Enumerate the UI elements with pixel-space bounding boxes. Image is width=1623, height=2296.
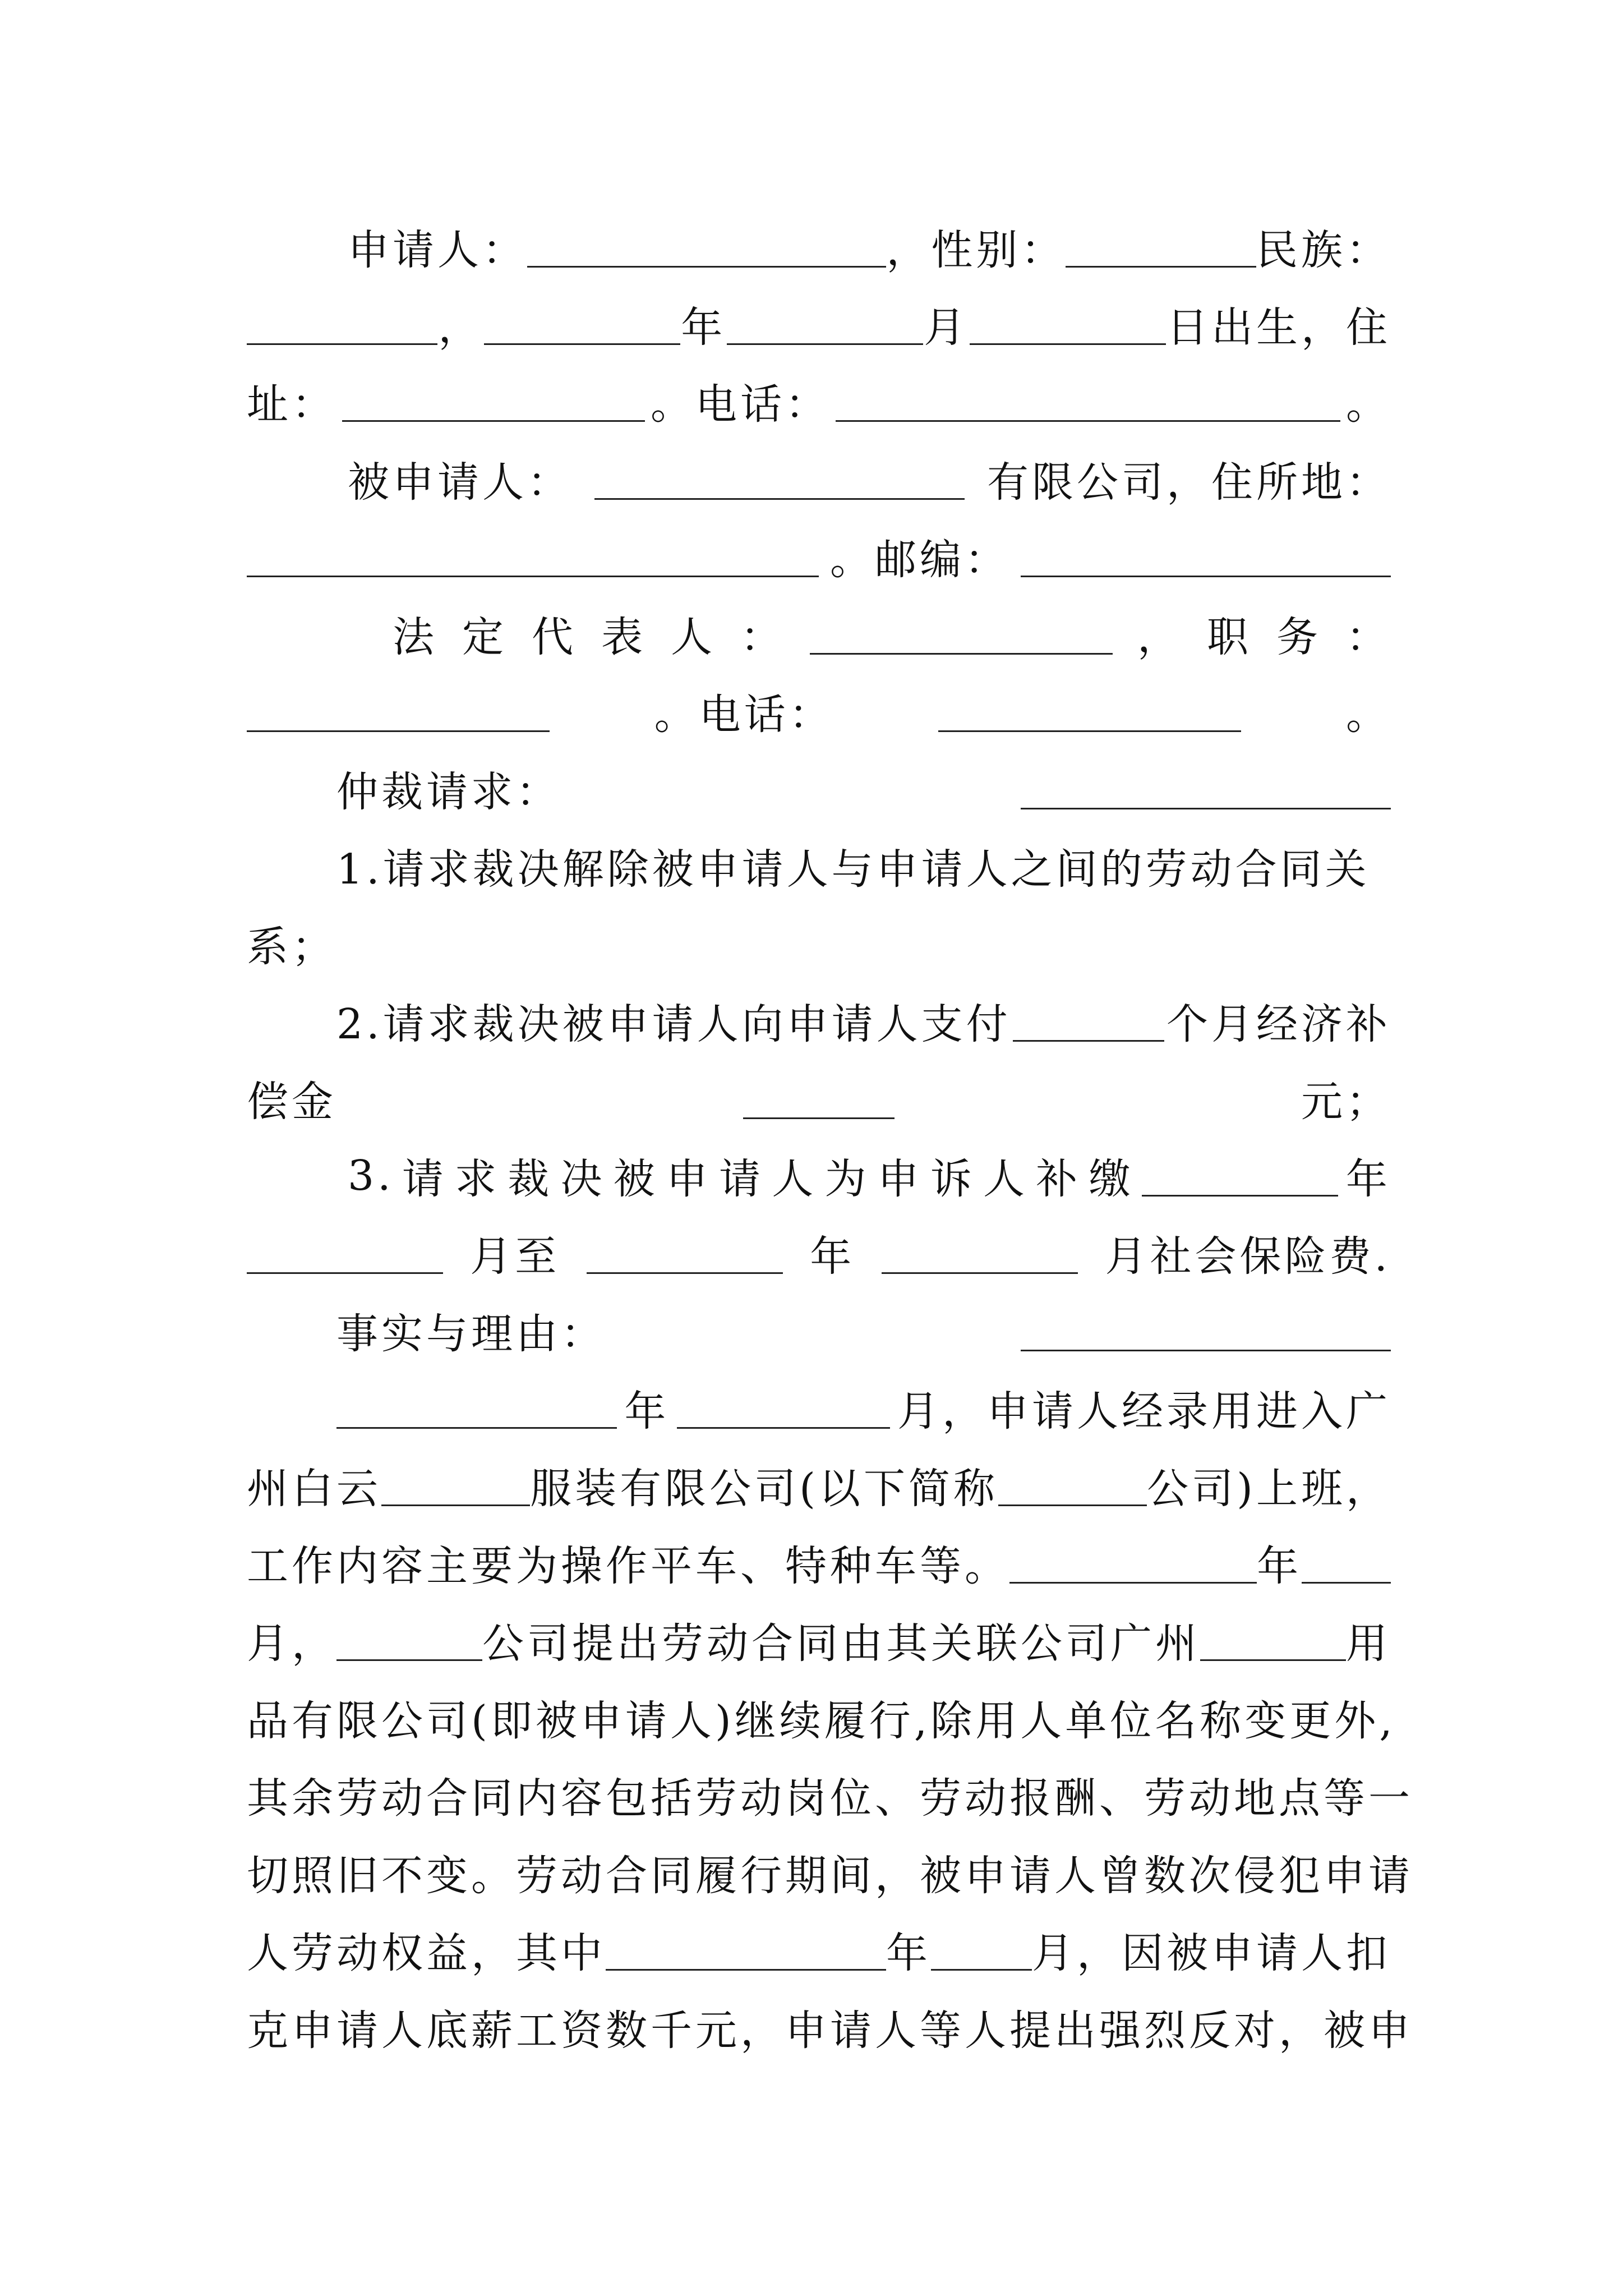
text-segment: 法 xyxy=(393,613,437,661)
text-line xyxy=(393,595,1391,673)
blank-underline[interactable] xyxy=(587,1233,783,1274)
text-segment: 州白云 xyxy=(247,1465,381,1513)
text-line xyxy=(247,1059,1391,1138)
text-segment: 人 xyxy=(983,1155,1029,1203)
text-segment: 求 xyxy=(455,1155,500,1203)
blank-underline[interactable] xyxy=(931,1930,1032,1971)
blank-underline[interactable] xyxy=(810,614,1113,655)
text-segment: 切照旧不变。劳动合同履行期间，被申请人曾数次侵犯申请 xyxy=(247,1852,1413,1900)
blank-underline[interactable] xyxy=(882,1233,1078,1274)
text-line xyxy=(336,1291,1391,1370)
blank-underline[interactable] xyxy=(1021,769,1391,809)
text-segment: 年 xyxy=(1257,1542,1302,1590)
text-line xyxy=(247,1601,1391,1680)
text-segment: 有限公司，住所地： xyxy=(987,458,1391,507)
text-segment: 用 xyxy=(1346,1619,1391,1668)
text-segment: 元； xyxy=(1301,1078,1391,1126)
text-segment: 表 xyxy=(601,613,646,661)
blank-underline[interactable] xyxy=(1066,227,1256,268)
blank-underline[interactable] xyxy=(247,691,550,732)
text-line xyxy=(247,1524,1391,1602)
text-segment: ， xyxy=(438,303,483,352)
text-segment: 月 xyxy=(924,303,969,352)
blank-underline[interactable] xyxy=(970,304,1166,345)
text-segment: 。 xyxy=(1345,691,1391,739)
text-segment: 年 xyxy=(681,303,726,352)
text-segment: 日出生，住 xyxy=(1166,303,1391,352)
blank-underline[interactable] xyxy=(727,304,923,345)
blank-underline[interactable] xyxy=(484,304,680,345)
blank-underline[interactable] xyxy=(381,1465,530,1506)
text-segment: 年 xyxy=(624,1387,670,1435)
text-segment: 补 xyxy=(1036,1155,1081,1203)
text-segment: 事实与理由： xyxy=(336,1310,606,1358)
text-segment: 人 xyxy=(671,613,716,661)
text-segment: 被 xyxy=(613,1155,658,1203)
text-line xyxy=(247,285,1391,364)
blank-underline[interactable] xyxy=(342,381,645,422)
text-line xyxy=(247,1833,1413,1912)
text-segment: 偿金 xyxy=(247,1078,336,1126)
text-segment: 务 xyxy=(1276,613,1321,661)
text-segment: 申请人： xyxy=(348,226,527,274)
text-segment: 裁 xyxy=(508,1155,553,1203)
text-segment: 。电话： xyxy=(654,691,834,739)
text-segment: 为 xyxy=(824,1155,870,1203)
text-line xyxy=(336,827,1391,905)
text-segment: 定 xyxy=(462,613,507,661)
blank-underline[interactable] xyxy=(743,1078,895,1119)
blank-underline[interactable] xyxy=(247,1233,443,1274)
text-segment: 人 xyxy=(772,1155,817,1203)
text-line xyxy=(336,1369,1391,1447)
blank-underline[interactable] xyxy=(336,1388,617,1429)
blank-underline[interactable] xyxy=(998,1465,1147,1506)
text-segment: 。 xyxy=(1346,380,1391,429)
blank-underline[interactable] xyxy=(1021,536,1391,577)
text-line xyxy=(247,904,1391,983)
text-segment: 年 xyxy=(1345,1155,1391,1203)
text-line xyxy=(348,1137,1391,1215)
blank-underline[interactable] xyxy=(1142,1156,1338,1197)
text-line xyxy=(247,1214,1391,1292)
blank-underline[interactable] xyxy=(836,381,1340,422)
text-segment: 月至 xyxy=(470,1232,560,1281)
text-segment: 年 xyxy=(810,1232,855,1281)
text-line xyxy=(247,1988,1413,2067)
text-segment: 。电话： xyxy=(651,380,830,429)
blank-underline[interactable] xyxy=(247,304,437,345)
text-segment: 请 xyxy=(402,1155,447,1203)
text-segment: 决 xyxy=(560,1155,606,1203)
text-line xyxy=(336,982,1391,1060)
blank-underline[interactable] xyxy=(594,459,965,500)
text-segment: 址： xyxy=(247,380,336,429)
text-line xyxy=(348,208,1391,286)
text-segment: 工作内容主要为操作平车、特种车等。 xyxy=(247,1542,1009,1590)
text-segment: 服装有限公司(以下简称 xyxy=(530,1465,998,1513)
blank-underline[interactable] xyxy=(938,691,1241,732)
text-line xyxy=(247,1678,1396,1757)
text-segment: 公司)上班， xyxy=(1147,1465,1391,1513)
blank-underline[interactable] xyxy=(1009,1543,1257,1584)
text-segment: 民族： xyxy=(1256,226,1391,274)
text-segment: 月， xyxy=(247,1619,336,1668)
text-segment: 2.请求裁决被申请人向申请人支付 xyxy=(336,1000,1011,1048)
blank-underline[interactable] xyxy=(1013,1001,1164,1042)
blank-underline[interactable] xyxy=(1200,1620,1346,1661)
text-line xyxy=(247,672,1391,751)
blank-underline[interactable] xyxy=(1021,1310,1391,1351)
blank-underline[interactable] xyxy=(247,536,819,577)
blank-underline[interactable] xyxy=(606,1930,886,1971)
text-segment: 月社会保险费. xyxy=(1105,1232,1391,1281)
text-segment: ： xyxy=(1346,613,1391,661)
text-segment: 人劳动权益，其中 xyxy=(247,1929,606,1977)
text-segment: 公司提出劳动合同由其关联公司广州 xyxy=(482,1619,1200,1668)
text-segment: 其余劳动合同内容包括劳动岗位、劳动报酬、劳动地点等一 xyxy=(247,1774,1413,1823)
text-segment: 品有限公司(即被申请人)继续履行,除用人单位名称变更外, xyxy=(247,1697,1396,1745)
text-segment: ，性别： xyxy=(886,226,1066,274)
text-segment: 系； xyxy=(247,923,336,971)
text-segment: 申 xyxy=(666,1155,711,1203)
text-segment: 诉 xyxy=(930,1155,975,1203)
text-segment: 仲裁请求： xyxy=(336,768,561,816)
text-segment: 月，因被申请人扣 xyxy=(1032,1929,1391,1977)
text-line xyxy=(247,1911,1391,1989)
text-segment: 3. xyxy=(348,1152,394,1200)
text-segment: 代 xyxy=(532,613,577,661)
text-line xyxy=(247,362,1391,440)
blank-underline[interactable] xyxy=(336,1620,482,1661)
text-line xyxy=(247,1446,1391,1525)
text-segment: 申 xyxy=(877,1155,923,1203)
text-line xyxy=(247,1756,1413,1834)
text-line xyxy=(336,749,1391,828)
text-segment: ， xyxy=(1137,613,1182,661)
blank-underline[interactable] xyxy=(1302,1543,1391,1584)
text-segment: 个月经济补 xyxy=(1166,1000,1391,1048)
text-segment: 职 xyxy=(1207,613,1252,661)
text-segment: 月，申请人经录用进入广 xyxy=(897,1387,1391,1435)
text-segment: 克申请人底薪工资数千元，申请人等人提出强烈反对，被申 xyxy=(247,2007,1413,2055)
text-segment: 年 xyxy=(886,1929,931,1977)
blank-underline[interactable] xyxy=(677,1388,890,1429)
text-segment: 缴 xyxy=(1089,1155,1134,1203)
text-segment: 请 xyxy=(719,1155,764,1203)
blank-underline[interactable] xyxy=(527,227,886,268)
text-line xyxy=(348,440,1391,518)
text-line xyxy=(247,517,1391,596)
text-segment: 。邮编： xyxy=(830,536,1009,584)
text-segment: 1.请求裁决解除被申请人与申请人之间的劳动合同关 xyxy=(336,845,1370,894)
text-segment: 被申请人： xyxy=(348,458,572,507)
text-segment: ： xyxy=(740,613,785,661)
